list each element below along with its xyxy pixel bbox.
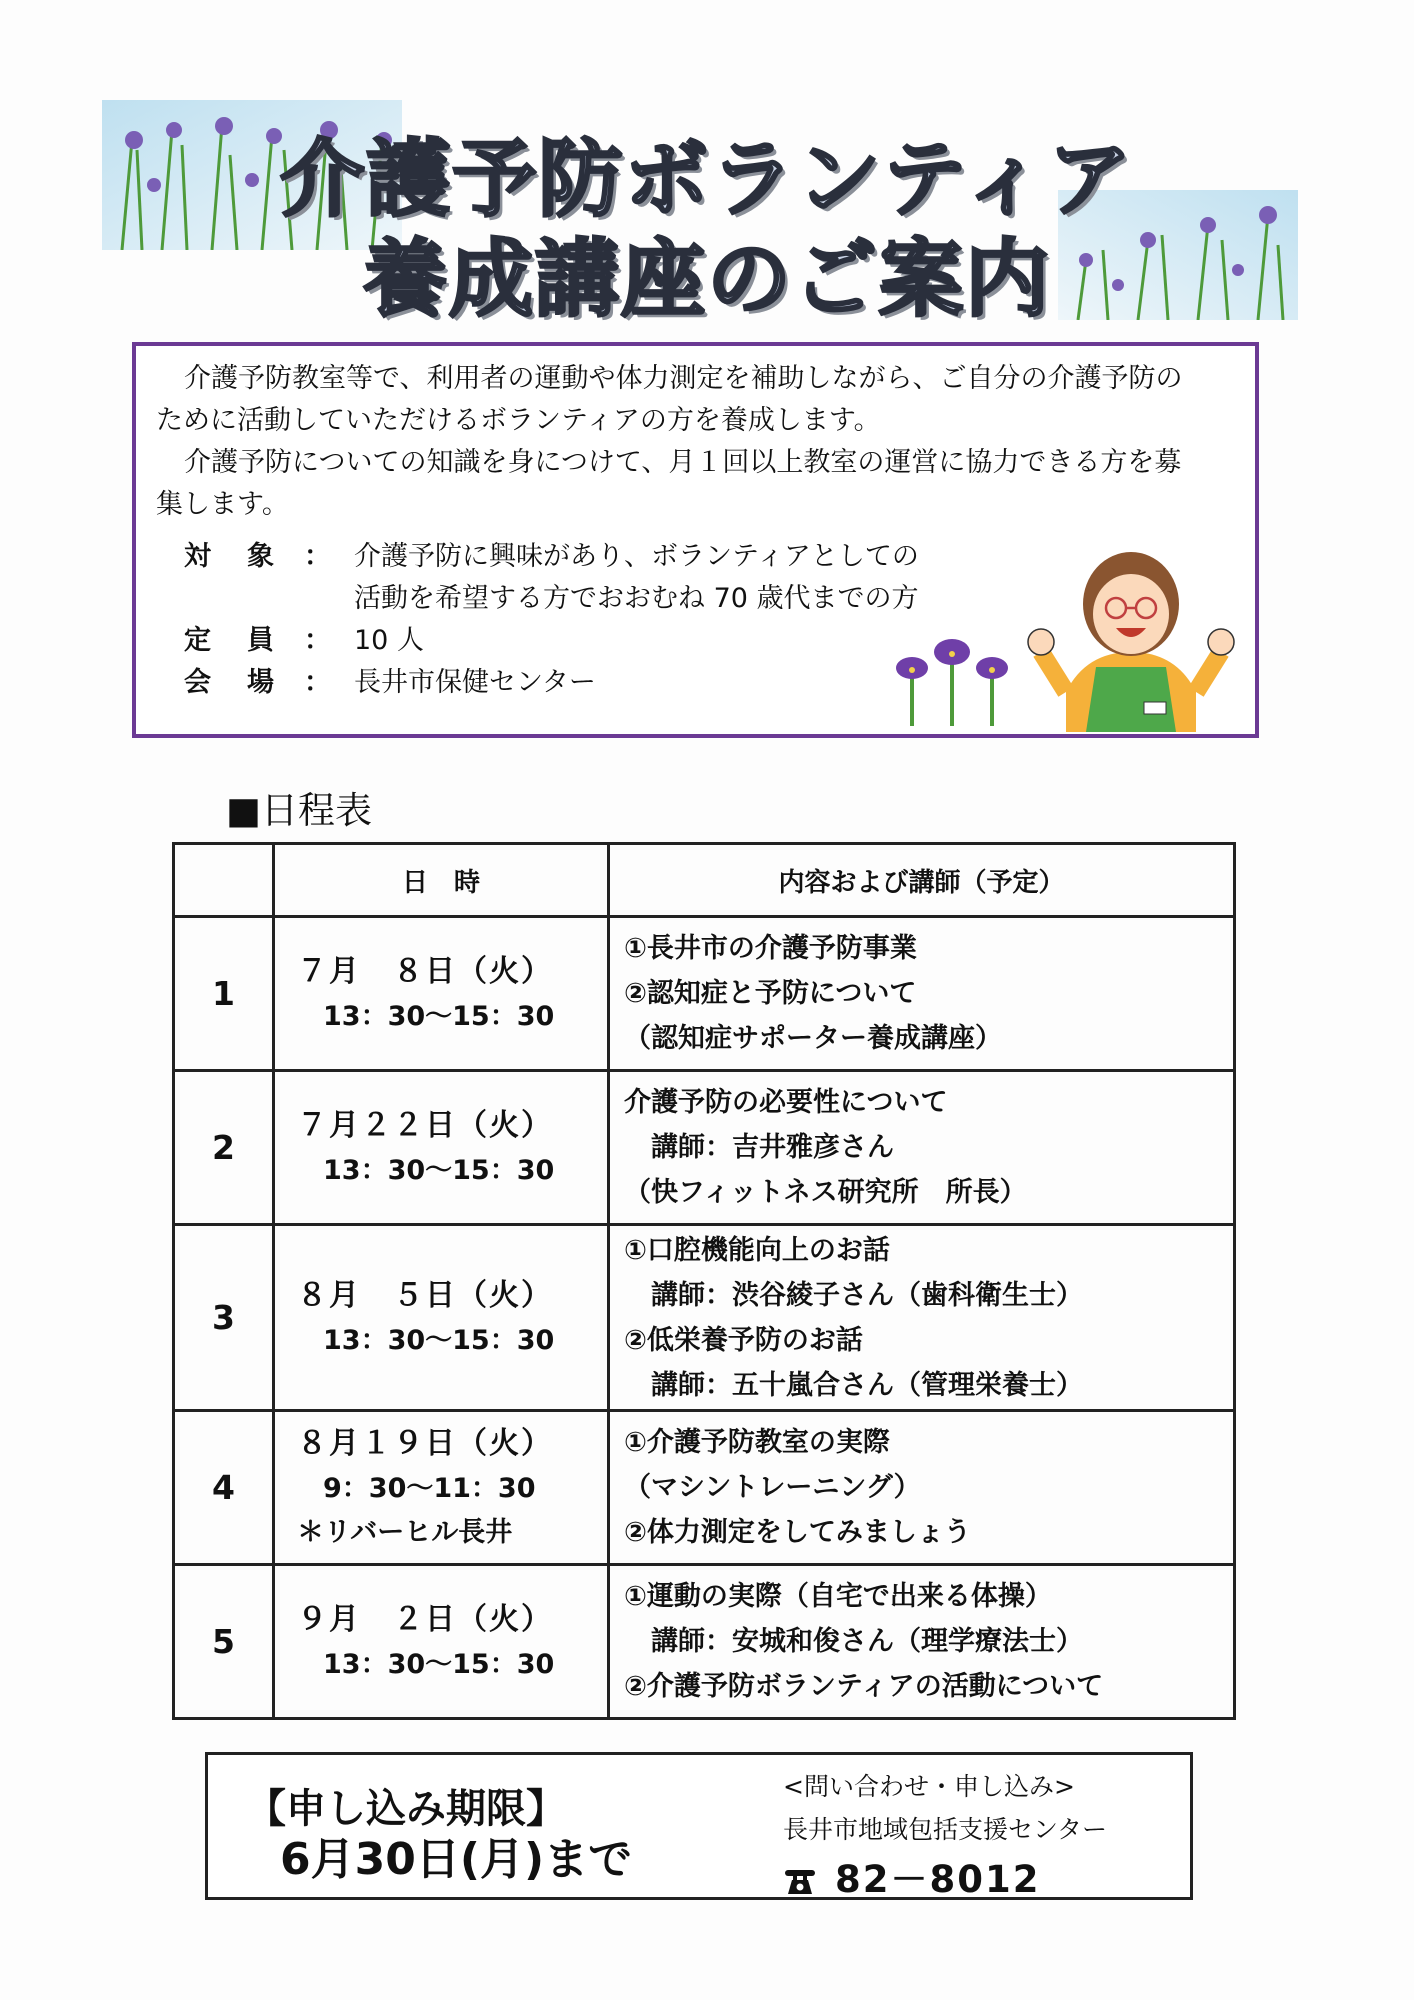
content-line: ②体力測定をしてみましょう: [624, 1517, 971, 1548]
header-date-cell: 日 時: [274, 844, 609, 917]
capacity-label: 定員: [184, 625, 310, 656]
page-title-line1: 介護予防ボランティア: [280, 130, 1134, 228]
capacity-colon: ：: [304, 625, 331, 656]
contact-heading: <問い合わせ・申し込み>: [783, 1772, 1075, 1801]
table-row: [174, 1071, 1235, 1225]
contact-phone-line: [783, 1849, 1040, 1903]
session-content-cell: [609, 1411, 1235, 1565]
deadline-date: 6月30日(月)まで: [280, 1834, 633, 1885]
content-line: （認知症サポーター養成講座）: [624, 1023, 1002, 1054]
content-line: ①長井市の介護予防事業: [624, 933, 917, 964]
session-number: 4: [174, 1411, 274, 1565]
schedule-table: [172, 842, 1236, 1720]
session-content-cell: [609, 1565, 1235, 1719]
session-time: 13：30～15：30: [323, 1154, 555, 1186]
session-date-cell: [274, 1565, 609, 1719]
session-content-cell: [609, 1225, 1235, 1411]
content-line: ①介護予防教室の実際: [624, 1427, 890, 1458]
page-title-line2: 養成講座のご案内: [362, 230, 1051, 328]
contact-phone-number: 82－8012: [835, 1858, 1041, 1901]
target-colon: ：: [304, 541, 331, 572]
content-line: ①運動の実際（自宅で出来る体操）: [624, 1581, 1052, 1612]
table-row: [174, 1565, 1235, 1719]
session-date: ８月１９日（火）: [297, 1425, 553, 1461]
deadline-label: 【申し込み期限】: [246, 1786, 566, 1832]
table-row: [174, 917, 1235, 1071]
schedule-heading: ■日程表: [226, 789, 372, 832]
target-label: 対象: [184, 541, 310, 572]
target-value-line2: 活動を希望する方でおおむね 70 歳代までの方: [354, 583, 919, 614]
table-row: [174, 1225, 1235, 1411]
session-number: 3: [174, 1225, 274, 1411]
content-line: ①口腔機能向上のお話: [624, 1234, 890, 1266]
session-content-cell: [609, 1071, 1235, 1225]
session-number: 5: [174, 1565, 274, 1719]
content-line: 講師：吉井雅彦さん: [624, 1132, 894, 1163]
cheering-woman-illustration: [1026, 542, 1236, 732]
capacity-value: 10 人: [354, 625, 424, 656]
content-line: 講師：渋谷綾子さん（歯科衛生士）: [624, 1279, 1083, 1311]
intro-paragraph1-line1: 介護予防教室等で、利用者の運動や体力測定を補助しながら、ご自分の介護予防の: [184, 363, 1183, 394]
intro-paragraph2-line2: 集します。: [156, 489, 289, 520]
table-row: [174, 1411, 1235, 1565]
session-date-cell: [274, 1225, 609, 1411]
session-date: ７月 ８日（火）: [297, 953, 553, 989]
venue-value: 長井市保健センター: [354, 667, 596, 698]
session-date: ８月 ５日（火）: [297, 1277, 553, 1313]
session-time: 13：30～15：30: [323, 1000, 555, 1032]
content-line: 講師：五十嵐合さん（管理栄養士）: [624, 1369, 1083, 1401]
session-time: 9：30～11：30: [323, 1472, 536, 1504]
session-date-cell: [274, 1411, 609, 1565]
content-line: （マシントレーニング）: [624, 1472, 921, 1503]
contact-organization: 長井市地域包括支援センター: [783, 1815, 1108, 1844]
content-line: ②認知症と予防について: [624, 978, 917, 1009]
header-content-cell: 内容および講師（予定）: [609, 844, 1235, 917]
session-venue-note: ＊リバーヒル長井: [297, 1516, 513, 1548]
session-time: 13：30～15：30: [323, 1324, 555, 1356]
intro-paragraph1-line2: ために活動していただけるボランティアの方を養成します。: [156, 405, 881, 436]
telephone-icon: [783, 1868, 817, 1896]
content-line: 講師：安城和俊さん（理学療法士）: [624, 1626, 1083, 1657]
session-content-cell: [609, 917, 1235, 1071]
content-line: 介護予防の必要性について: [624, 1087, 948, 1118]
session-number: 1: [174, 917, 274, 1071]
content-line: ②介護予防ボランティアの活動について: [624, 1671, 1104, 1702]
session-number: 2: [174, 1071, 274, 1225]
session-date-cell: [274, 1071, 609, 1225]
session-date-cell: [274, 917, 609, 1071]
session-date: ９月 ２日（火）: [297, 1601, 553, 1637]
table-header-row: [174, 844, 1235, 917]
target-value-line1: 介護予防に興味があり、ボランティアとしての: [354, 541, 919, 572]
header-number-cell: [174, 844, 274, 917]
session-date: ７月２２日（火）: [297, 1107, 553, 1143]
content-line: （快フィットネス研究所 所長）: [624, 1177, 1027, 1208]
content-line: ②低栄養予防のお話: [624, 1324, 863, 1356]
venue-colon: ：: [304, 667, 331, 698]
venue-label: 会場: [184, 667, 310, 698]
intro-paragraph2-line1: 介護予防についての知識を身につけて、月１回以上教室の運営に協力できる方を募: [184, 447, 1182, 478]
deadline-contact-box: [205, 1752, 1193, 1900]
intro-box: [132, 342, 1259, 738]
iris-flowers-small: [884, 628, 1024, 728]
session-time: 13：30～15：30: [323, 1648, 555, 1680]
